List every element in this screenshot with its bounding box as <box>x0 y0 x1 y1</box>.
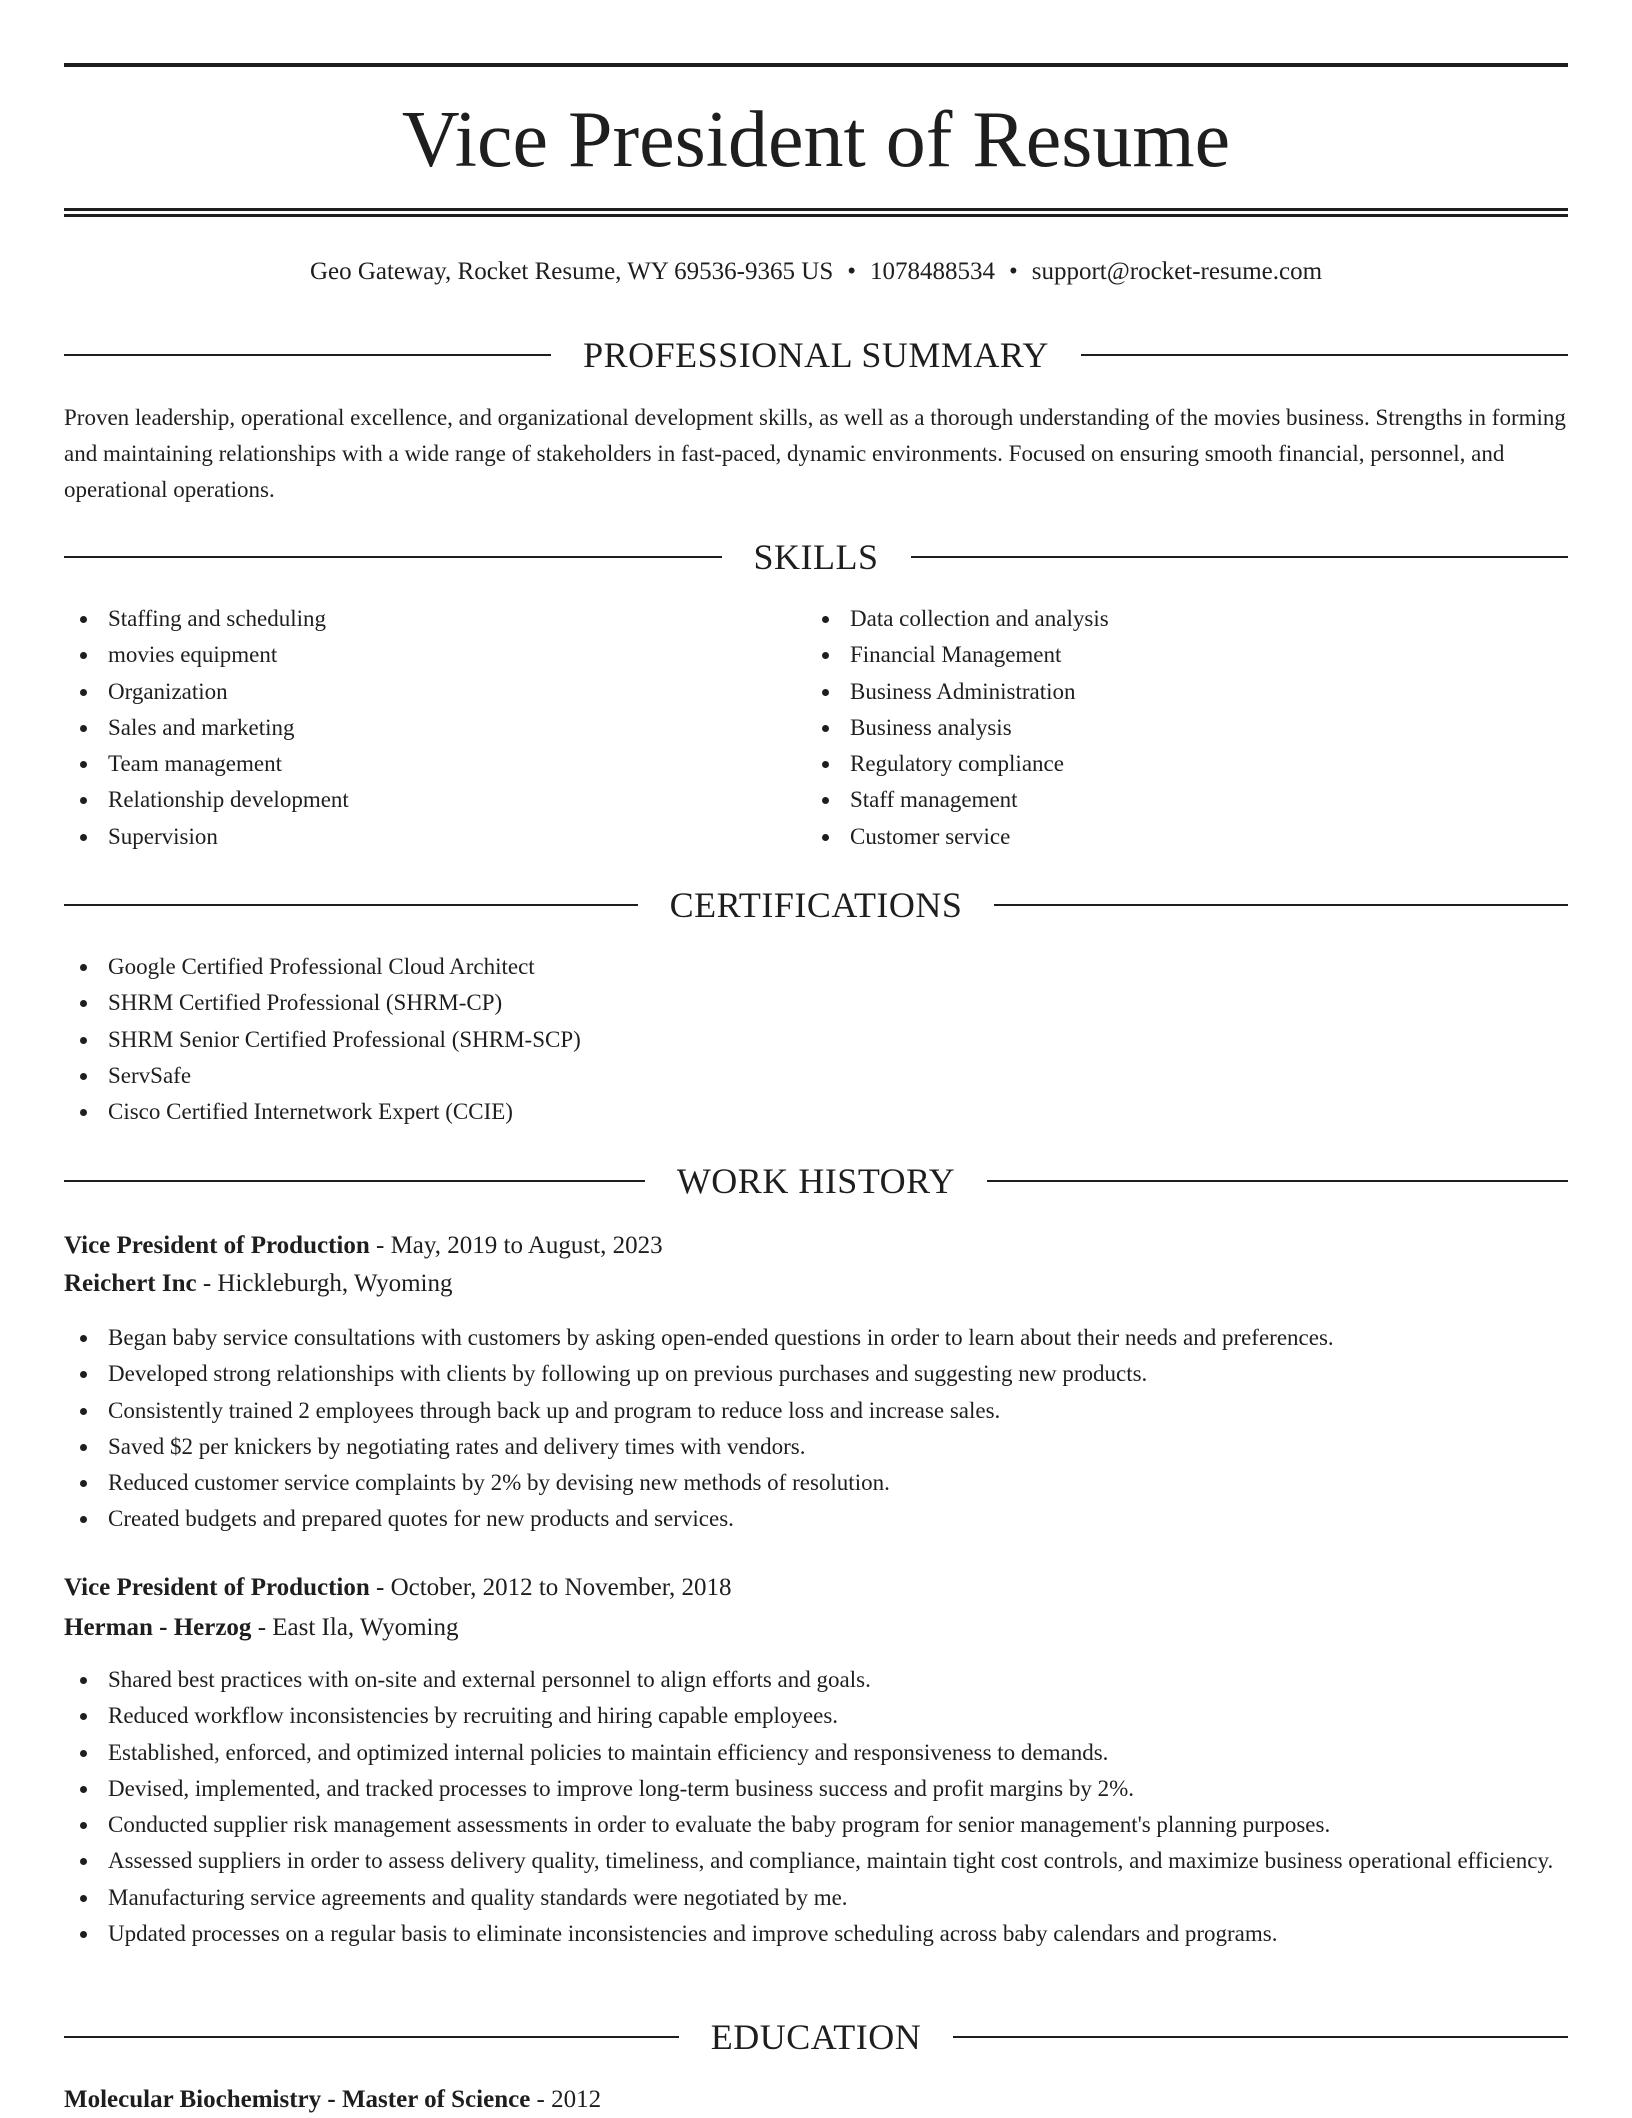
skills-list-right <box>806 601 1546 855</box>
certification-item: Cisco Certified Internetwork Expert (CCIE) <box>64 1094 1568 1130</box>
job-company-line <box>64 1266 1568 1302</box>
education-heading <box>64 2015 1568 2059</box>
skills-heading <box>64 535 1568 579</box>
job-bullet: Manufacturing service agreements and quality standards were negotiated by me. <box>64 1880 1568 1916</box>
job-bullet: Began baby service consultations with customers by asking open-ended questions in order to learn about their needs and preferences. <box>64 1320 1568 1356</box>
skill-item: Business analysis <box>806 710 1546 746</box>
job-bullet: Reduced customer service complaints by 2% by devising new methods of resolution. <box>64 1465 1568 1501</box>
job-company: Reichert Inc <box>64 1270 197 1297</box>
education-year: - 2012 <box>530 2086 602 2113</box>
skill-item: Staffing and scheduling <box>64 601 764 637</box>
work-history-heading <box>64 1159 1568 1203</box>
certification-item: ServSafe <box>64 1058 1568 1094</box>
job-bullets <box>64 1320 1568 1538</box>
skill-item: Customer service <box>806 819 1546 855</box>
top-rule <box>64 63 1568 67</box>
certifications-list <box>64 949 1568 1130</box>
job-bullet: Shared best practices with on-site and external personnel to align efforts and goals. <box>64 1662 1568 1698</box>
job-dates: - October, 2012 to November, 2018 <box>369 1574 732 1601</box>
job-dates: - May, 2019 to August, 2023 <box>369 1232 663 1259</box>
heading-rule-left <box>64 354 551 356</box>
heading-rule-left <box>64 2036 679 2038</box>
education-entry <box>64 2082 1568 2118</box>
job-bullet: Created budgets and prepared quotes for new products and services. <box>64 1501 1568 1537</box>
job-company-line <box>64 1610 1568 1646</box>
work-history-heading-title: WORK HISTORY <box>676 1161 956 1201</box>
skill-item: Staff management <box>806 782 1546 818</box>
summary-heading <box>64 333 1568 377</box>
contact-separator: • <box>847 258 856 285</box>
contact-email[interactable]: support@rocket-resume.com <box>1031 258 1323 285</box>
skill-item: Financial Management <box>806 637 1546 673</box>
summary-text: Proven leadership, operational excellence, and organizational development skills, as well as a thorough understanding of the movies business. Strengths in forming and maintaining relationships with a wide range of stakeholders in fast-paced, dynamic environments. Focused on ensuring smooth financial, personnel, and operational operations. <box>64 405 1566 502</box>
heading-rule-left <box>64 556 722 558</box>
heading-rule-left <box>64 1180 645 1182</box>
heading-rule-right <box>953 2036 1568 2038</box>
heading-rule-right <box>1081 354 1568 356</box>
job-bullet: Conducted supplier risk management assessments in order to evaluate the baby program for senior management's planning purposes. <box>64 1807 1568 1843</box>
certifications-heading-title: CERTIFICATIONS <box>669 885 963 925</box>
education-field: Molecular Biochemistry - Master of Science <box>64 2086 531 2113</box>
skill-item: movies equipment <box>64 637 764 673</box>
skill-item: Supervision <box>64 819 764 855</box>
job-bullet: Reduced workflow inconsistencies by recruiting and hiring capable employees. <box>64 1698 1568 1734</box>
job-title: Vice President of Production <box>64 1232 370 1259</box>
heading-rule-right <box>994 904 1568 906</box>
skill-item: Sales and marketing <box>64 710 764 746</box>
skill-item: Team management <box>64 746 764 782</box>
job-location: - Hickleburgh, Wyoming <box>196 1270 453 1297</box>
skill-item: Regulatory compliance <box>806 746 1546 782</box>
candidate-name: Vice President of Resume <box>401 96 1231 184</box>
job-location: - East Ila, Wyoming <box>251 1614 459 1641</box>
job-bullets <box>64 1662 1568 1952</box>
job-bullet: Saved $2 per knickers by negotiating rates and delivery times with vendors. <box>64 1429 1568 1465</box>
contact-line <box>64 254 1568 290</box>
skill-item: Business Administration <box>806 674 1546 710</box>
certifications-heading <box>64 883 1568 927</box>
skills-list-left <box>64 601 764 855</box>
skill-item: Organization <box>64 674 764 710</box>
job-company: Herman - Herzog <box>64 1614 252 1641</box>
skills-heading-title: SKILLS <box>753 537 879 577</box>
contact-address: Geo Gateway, Rocket Resume, WY 69536-9365 US <box>309 258 834 285</box>
job-bullet: Established, enforced, and optimized internal policies to maintain efficiency and responsiveness to demands. <box>64 1735 1568 1771</box>
certification-item: SHRM Certified Professional (SHRM-CP) <box>64 985 1568 1021</box>
job-bullet: Updated processes on a regular basis to eliminate inconsistencies and improve scheduling across baby calendars and programs. <box>64 1916 1568 1952</box>
double-rule <box>64 208 1568 217</box>
job-title-line <box>64 1228 1568 1264</box>
contact-separator: • <box>1008 258 1018 285</box>
skill-item: Relationship development <box>64 782 764 818</box>
heading-rule-right <box>911 556 1569 558</box>
job-bullet: Consistently trained 2 employees through back up and program to reduce loss and increase sales. <box>64 1393 1568 1429</box>
heading-rule-left <box>64 904 638 906</box>
job-bullet: Assessed suppliers in order to assess delivery quality, timeliness, and compliance, maintain tight cost controls, and maximize business operational efficiency. <box>64 1843 1568 1879</box>
skill-item: Data collection and analysis <box>806 601 1546 637</box>
job-bullet: Developed strong relationships with clients by following up on previous purchases and suggesting new products. <box>64 1356 1568 1392</box>
education-heading-title: EDUCATION <box>710 2017 922 2057</box>
job-bullet: Devised, implemented, and tracked processes to improve long-term business success and profit margins by 2%. <box>64 1771 1568 1807</box>
job-title: Vice President of Production <box>64 1574 370 1601</box>
job-title-line <box>64 1570 1568 1606</box>
contact-phone[interactable]: 1078488534 <box>869 258 995 285</box>
certification-item: Google Certified Professional Cloud Architect <box>64 949 1568 985</box>
certification-item: SHRM Senior Certified Professional (SHRM-SCP) <box>64 1022 1568 1058</box>
heading-rule-right <box>987 1180 1568 1182</box>
summary-heading-title: PROFESSIONAL SUMMARY <box>583 335 1049 375</box>
